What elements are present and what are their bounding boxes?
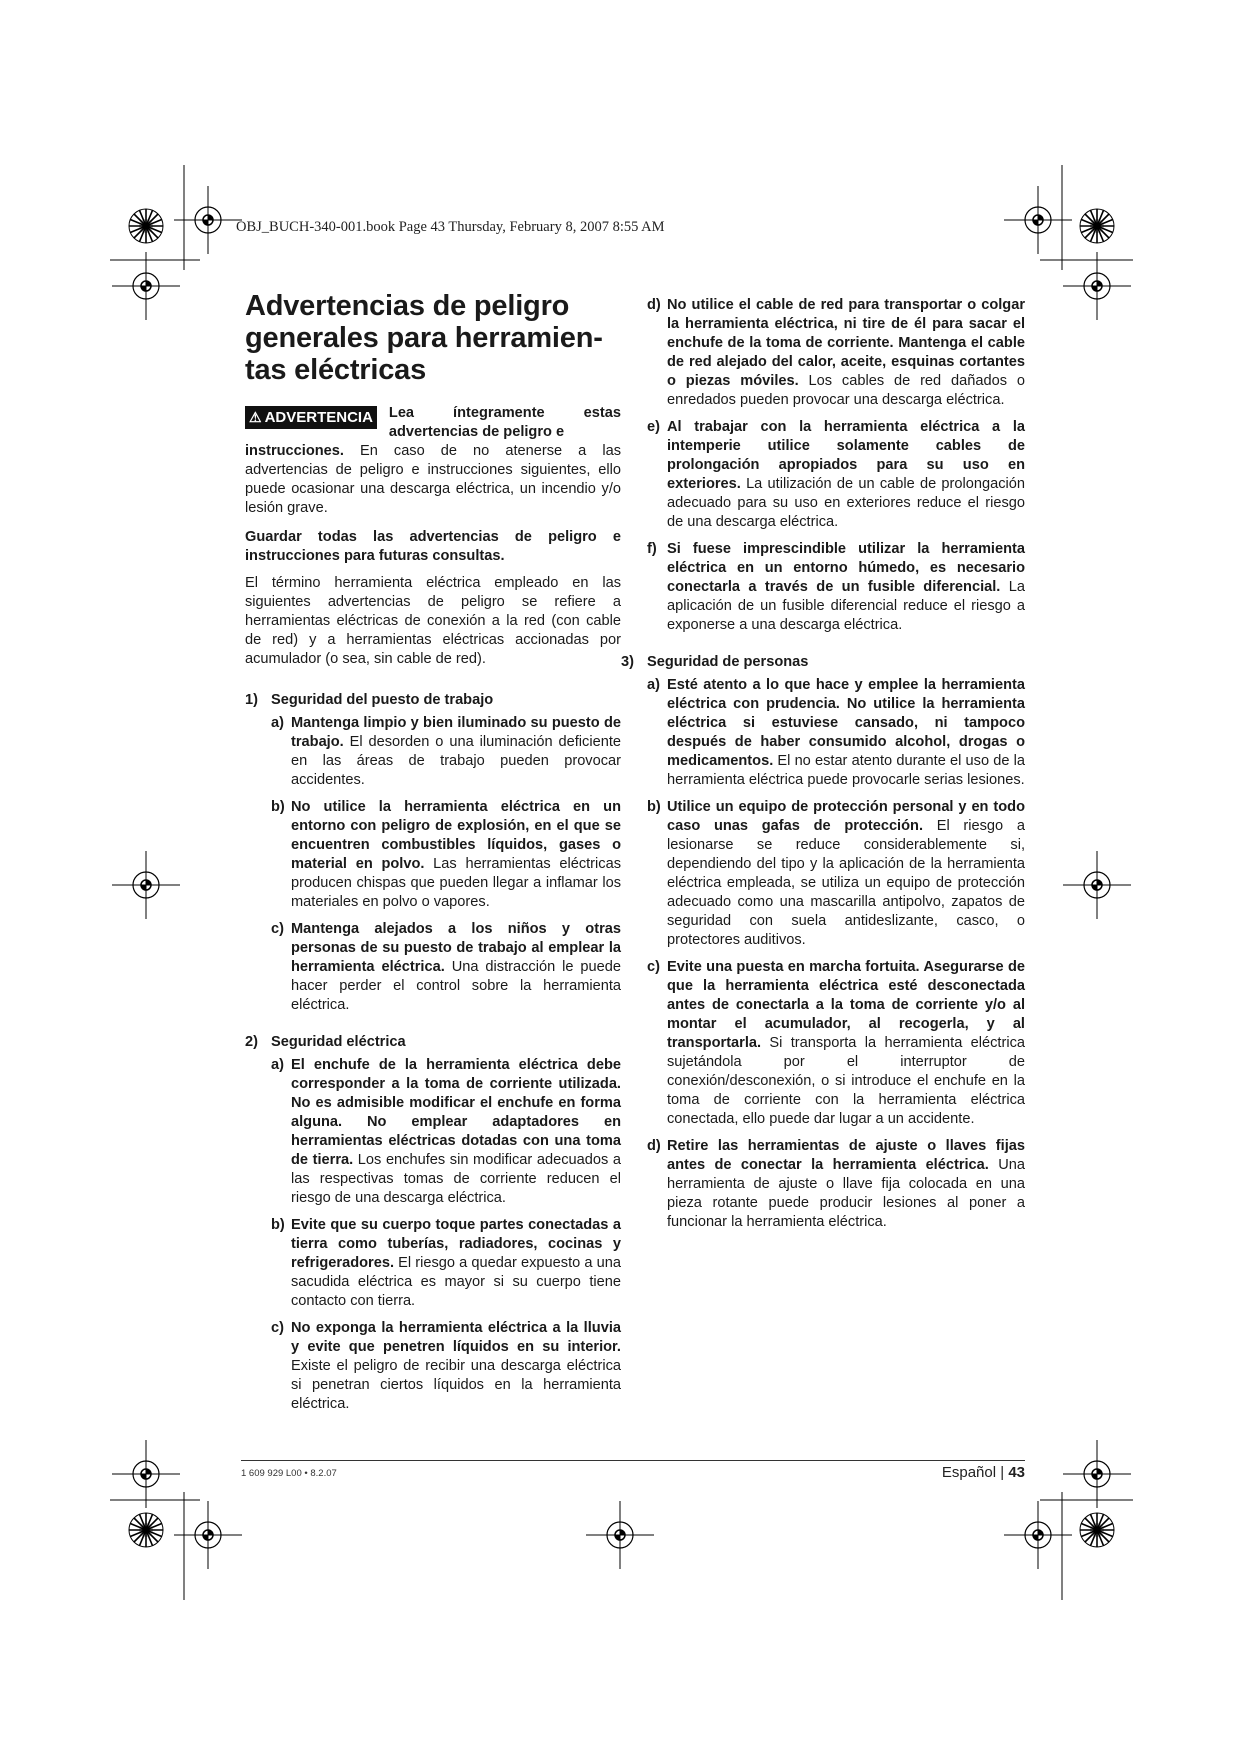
item-bold: Si fuese imprescindible utilizar la herramienta eléctrica en un entorno húmedo, es necesario conectarla a través de un fusible diferencial.	[667, 541, 1025, 595]
item-bold: No exponga la herramienta eléctrica a la lluvia y evite que penetren líquidos en su interior.	[291, 1320, 621, 1355]
list-item	[271, 798, 621, 912]
page-title: Advertencias de peligro generales para herramien-tas eléctricas	[245, 290, 603, 386]
item-letter: c)	[271, 921, 284, 937]
item-bold: Retire las herramientas de ajuste o llaves fijas antes de conectar la herramienta eléctrica.	[667, 1138, 1025, 1173]
item-letter: d)	[647, 297, 661, 313]
section-title: Seguridad de personas	[647, 654, 809, 670]
section-number: 1)	[245, 692, 258, 708]
item-letter: b)	[271, 799, 285, 815]
warning-badge	[245, 406, 377, 429]
warning-lead: Lea íntegramente estas advertencias de peligro e	[388, 405, 621, 440]
section-1-heading	[245, 691, 621, 710]
section-3-heading	[621, 653, 1025, 672]
item-letter: a)	[647, 677, 660, 693]
list-item	[647, 418, 1025, 532]
list-item	[271, 920, 621, 1015]
list-item	[647, 296, 1025, 410]
item-text: Los cables de red dañados o enredados pueden provocar una descarga eléctrica.	[667, 373, 1026, 408]
item-bold: No utilice la herramienta eléctrica en un entorno con peligro de explosión, en el que se encuentren combustibles líquidos, gases o material en polvo.	[291, 799, 621, 872]
item-letter: c)	[271, 1320, 284, 1336]
section-number: 3)	[621, 654, 634, 670]
item-text: El riesgo a lesionarse se reduce considerablemente si, dependiendo del tipo y la aplicación de la herramienta eléctrica empleada, se utiliza un equipo de protección adecuado como una mascarilla antipolvo, zapatos de seguridad con suela antideslizante, casco, o protectores auditivos.	[667, 818, 1025, 948]
right-column	[621, 296, 1026, 1240]
warning-badge-label: ADVERTENCIA	[264, 409, 373, 426]
item-text: La utilización de un cable de prolongación adecuado para su uso en exteriores reduce el riesgo de una descarga eléctrica.	[667, 476, 1025, 530]
book-info-header: OBJ_BUCH-340-001.book Page 43 Thursday, February 8, 2007 8:55 AM	[236, 219, 665, 235]
list-item	[647, 798, 1025, 950]
save-note-text: Guardar todas las advertencias de peligro e instrucciones para futuras consultas.	[245, 529, 621, 564]
item-bold: Esté atento a lo que hace y emplee la herramienta eléctrica con prudencia. No utilice la herramienta eléctrica si estuviese cansado, ni tampoco después de haber consumido alcohol, drogas o medicamentos.	[667, 677, 1025, 769]
item-text: Una herramienta de ajuste o llave fija colocada en una pieza rotante puede producir lesiones al poner a funcionar la herramienta eléctrica.	[667, 1157, 1026, 1230]
item-text: El riesgo a quedar expuesto a una sacudida eléctrica es mayor si su cuerpo tiene contacto con tierra.	[291, 1255, 621, 1309]
list-item	[271, 1056, 621, 1208]
item-text: Si transporta la herramienta eléctrica sujetándola por el interruptor de conexión/desconexión, o si introduce el enchufe en la toma de corriente con la herramienta eléctrica conectada, ello puede dar lugar a un accidente.	[667, 1035, 1025, 1127]
item-letter: d)	[647, 1138, 661, 1154]
item-letter: a)	[271, 1057, 284, 1073]
item-bold: Al trabajar con la herramienta eléctrica a la intemperie utilice solamente cables de prolongación apropiados para su uso en exteriores.	[667, 419, 1025, 492]
item-bold: Evite que su cuerpo toque partes conectadas a tierra como tuberías, radiadores, cocinas y refrigeradores.	[291, 1217, 621, 1271]
list-item	[647, 958, 1025, 1129]
item-text: Las herramientas eléctricas producen chispas que pueden llegar a inflamar los materiales en polvo o vapores.	[291, 856, 621, 910]
item-text: Una distracción le puede hacer perder el control sobre la herramienta eléctrica.	[291, 959, 622, 1013]
item-bold: Utilice un equipo de protección personal y en todo caso unas gafas de protección.	[667, 799, 1025, 834]
item-bold: No utilice el cable de red para transportar o colgar la herramienta eléctrica, ni tire de él para sacar el enchufe de la toma de corriente. Mantenga el cable de red alejado del calor, aceite, esquinas cortantes o piezas móviles.	[667, 297, 1025, 389]
item-text: Los enchufes sin modificar adecuados a las respectivas tomas de corriente reducen el riesgo de una descarga eléctrica.	[291, 1152, 621, 1206]
save-note	[245, 528, 621, 566]
list-item	[271, 1319, 621, 1414]
footer-page-info	[942, 1464, 1025, 1481]
item-bold: Evite una puesta en marcha fortuita. Asegurarse de que la herramienta eléctrica esté desconectada antes de conectarla a la toma de corriente y/o al montar el acumulador, al recogerla, y al transportarla.	[667, 959, 1025, 1051]
item-bold: Mantenga limpio y bien iluminado su puesto de trabajo.	[291, 715, 621, 750]
footer-rule	[241, 1460, 1025, 1461]
item-letter: a)	[271, 715, 284, 731]
item-text: La aplicación de un fusible diferencial reduce el riesgo a exponerse a una descarga eléctrica.	[667, 579, 1025, 633]
item-text: El no estar atento durante el uso de la herramienta eléctrica puede provocarle serias lesiones.	[667, 753, 1025, 788]
warning-block	[245, 404, 621, 442]
page-number: 43	[1008, 1464, 1025, 1481]
item-letter: c)	[647, 959, 660, 975]
definition-paragraph: El término herramienta eléctrica empleado en las siguientes advertencias de peligro se refiere a herramientas eléctricas de conexión a la red (con cable de red) y a herramientas eléctricas accionadas por acumulador (o sea, sin cable de red).	[245, 575, 621, 667]
footer-separator: |	[1000, 1464, 1005, 1481]
item-text: Existe el peligro de recibir una descarga eléctrica si penetran ciertos líquidos en la herramienta eléctrica.	[291, 1358, 621, 1412]
item-letter: f)	[647, 541, 657, 557]
warning-triangle-icon: ⚠	[249, 409, 262, 425]
item-bold: El enchufe de la herramienta eléctrica debe corresponder a la toma de corriente utilizada. No es admisible modificar el enchufe en forma alguna. No emplear adaptadores en herramientas eléctricas dotadas con una toma de tierra.	[291, 1057, 621, 1168]
list-item	[647, 1137, 1025, 1232]
section-title: Seguridad eléctrica	[271, 1034, 406, 1050]
list-item	[271, 1216, 621, 1311]
warning-cont-bold: instrucciones.	[245, 443, 344, 459]
section-2-heading	[245, 1033, 621, 1052]
item-letter: b)	[647, 799, 661, 815]
footer-code: 1 609 929 L00 • 8.2.07	[241, 1468, 337, 1479]
warning-continuation	[245, 442, 621, 518]
left-column	[245, 290, 621, 1422]
item-letter: e)	[647, 419, 660, 435]
item-text: El desorden o una iluminación deficiente en las áreas de trabajo pueden provocar accidentes.	[291, 734, 621, 788]
warning-cont-text: En caso de no atenerse a las advertencias de peligro e instrucciones siguientes, ello puede ocasionar una descarga eléctrica, un incendio y/o lesión grave.	[245, 443, 621, 516]
item-bold: Mantenga alejados a los niños y otras personas de su puesto de trabajo al emplear la herramienta eléctrica.	[291, 921, 621, 975]
section-number: 2)	[245, 1034, 258, 1050]
section-title: Seguridad del puesto de trabajo	[271, 692, 494, 708]
list-item	[647, 540, 1025, 635]
item-letter: b)	[271, 1217, 285, 1233]
list-item	[647, 676, 1025, 790]
footer-language: Español	[941, 1464, 997, 1481]
list-item	[271, 714, 621, 790]
